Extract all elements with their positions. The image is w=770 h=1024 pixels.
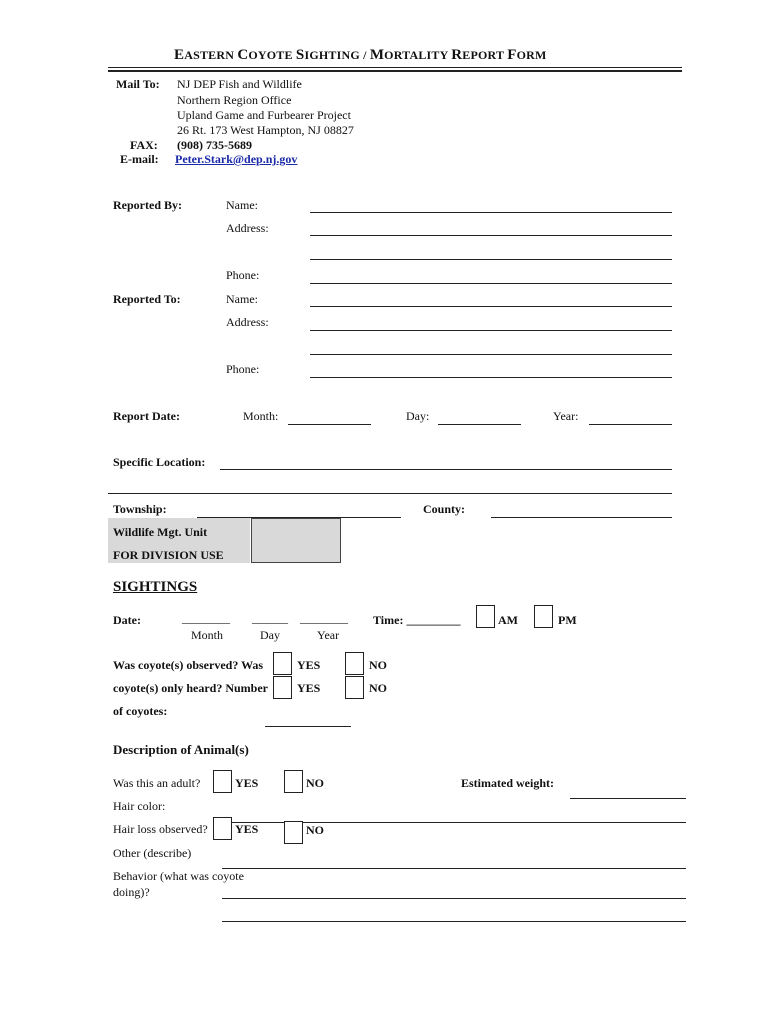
division-use-label: FOR DIVISION USE bbox=[113, 548, 224, 562]
reported-by-label: Reported By: bbox=[113, 198, 182, 212]
am-checkbox[interactable] bbox=[476, 605, 495, 628]
hair-loss-yes-label: YES bbox=[235, 822, 259, 836]
mail-address-line2: Northern Region Office bbox=[177, 93, 292, 107]
county-label: County: bbox=[423, 502, 466, 516]
hair-loss-no-label: NO bbox=[306, 823, 324, 837]
report-year-label: Year: bbox=[553, 409, 579, 423]
report-month-field[interactable] bbox=[288, 424, 371, 425]
county-field[interactable] bbox=[491, 517, 672, 518]
title-rule-bottom bbox=[108, 70, 682, 72]
sighting-date-label: Date: bbox=[113, 613, 141, 627]
reported-by-phone-field[interactable] bbox=[310, 283, 672, 284]
sighting-day-caption: Day bbox=[260, 628, 280, 642]
reported-to-phone-field[interactable] bbox=[310, 377, 672, 378]
reported-to-name-label: Name: bbox=[226, 292, 258, 306]
hair-loss-no-checkbox[interactable] bbox=[284, 821, 303, 844]
sightings-heading: SIGHTINGS bbox=[113, 579, 198, 595]
mail-to-label: Mail To: bbox=[116, 77, 160, 91]
estimated-weight-label: Estimated weight: bbox=[461, 776, 554, 790]
report-date-label: Report Date: bbox=[113, 409, 180, 423]
other-describe-field[interactable] bbox=[222, 868, 686, 869]
adult-yes-label: YES bbox=[235, 776, 259, 790]
specific-location-field[interactable] bbox=[220, 469, 672, 470]
heard-no-checkbox[interactable] bbox=[345, 676, 364, 699]
sighting-year-field[interactable]: ________ bbox=[300, 611, 348, 625]
am-label: AM bbox=[498, 613, 518, 627]
hair-color-label: Hair color: bbox=[113, 799, 166, 813]
wildlife-mgt-unit-label: Wildlife Mgt. Unit bbox=[113, 525, 208, 539]
email-link[interactable]: Peter.Stark@dep.nj.gov bbox=[175, 152, 298, 166]
reported-by-address-field-2[interactable] bbox=[310, 259, 672, 260]
other-describe-label: Other (describe) bbox=[113, 846, 192, 860]
report-month-label: Month: bbox=[243, 409, 279, 423]
title-rule-top bbox=[108, 67, 682, 68]
reported-by-address-field-1[interactable] bbox=[310, 235, 672, 236]
reported-to-address-label: Address: bbox=[226, 315, 269, 329]
heard-no-label: NO bbox=[369, 681, 387, 695]
report-year-field[interactable] bbox=[589, 424, 672, 425]
behavior-field-1[interactable] bbox=[222, 898, 686, 899]
behavior-label-line2: doing)? bbox=[113, 885, 150, 899]
number-of-coyotes-label: of coyotes: bbox=[113, 704, 168, 718]
adult-question: Was this an adult? bbox=[113, 776, 201, 790]
specific-location-field-2[interactable] bbox=[108, 493, 672, 494]
pm-label: PM bbox=[558, 613, 577, 627]
mail-address-line1: NJ DEP Fish and Wildlife bbox=[177, 77, 302, 91]
reported-by-address-label: Address: bbox=[226, 221, 269, 235]
behavior-field-2[interactable] bbox=[222, 921, 686, 922]
estimated-weight-field[interactable] bbox=[570, 798, 686, 799]
heard-yes-label: YES bbox=[297, 681, 321, 695]
observed-question: Was coyote(s) observed? Was bbox=[113, 658, 264, 672]
reported-to-address-field-1[interactable] bbox=[310, 330, 672, 331]
observed-yes-checkbox[interactable] bbox=[273, 652, 292, 675]
mail-address-line4: 26 Rt. 173 West Hampton, NJ 08827 bbox=[177, 123, 354, 137]
specific-location-label: Specific Location: bbox=[113, 455, 206, 469]
description-heading: Description of Animal(s) bbox=[113, 742, 249, 757]
observed-no-checkbox[interactable] bbox=[345, 652, 364, 675]
hair-loss-question: Hair loss observed? bbox=[113, 822, 208, 836]
sighting-year-caption: Year bbox=[317, 628, 340, 642]
fax-label: FAX: bbox=[130, 138, 158, 152]
pm-checkbox[interactable] bbox=[534, 605, 553, 628]
fax-number: (908) 735-5689 bbox=[177, 138, 252, 152]
page-title: EASTERN COYOTE SIGHTING / MORTALITY REPORT FORM bbox=[174, 47, 547, 63]
sighting-time-label: Time: _________ bbox=[373, 613, 461, 627]
reported-to-phone-label: Phone: bbox=[226, 362, 260, 376]
behavior-label-line1: Behavior (what was coyote bbox=[113, 869, 244, 883]
heard-question: coyote(s) only heard? Number bbox=[113, 681, 268, 695]
adult-no-label: NO bbox=[306, 776, 324, 790]
observed-no-label: NO bbox=[369, 658, 387, 672]
heard-yes-checkbox[interactable] bbox=[273, 676, 292, 699]
reported-to-name-field[interactable] bbox=[310, 306, 672, 307]
adult-no-checkbox[interactable] bbox=[284, 770, 303, 793]
reported-by-name-field[interactable] bbox=[310, 212, 672, 213]
observed-yes-label: YES bbox=[297, 658, 321, 672]
adult-yes-checkbox[interactable] bbox=[213, 770, 232, 793]
number-of-coyotes-field[interactable] bbox=[265, 726, 351, 727]
sighting-month-field[interactable]: ________ bbox=[182, 611, 230, 625]
report-day-label: Day: bbox=[406, 409, 430, 423]
reported-to-label: Reported To: bbox=[113, 292, 181, 306]
township-label: Township: bbox=[113, 502, 167, 516]
report-day-field[interactable] bbox=[438, 424, 521, 425]
wildlife-mgt-unit-box[interactable] bbox=[251, 518, 341, 563]
sighting-day-field[interactable]: ______ bbox=[252, 611, 288, 625]
email-label: E-mail: bbox=[120, 152, 159, 166]
mail-address-line3: Upland Game and Furbearer Project bbox=[177, 108, 351, 122]
sighting-month-caption: Month bbox=[191, 628, 224, 642]
reported-to-address-field-2[interactable] bbox=[310, 354, 672, 355]
hair-loss-yes-checkbox[interactable] bbox=[213, 817, 232, 840]
reported-by-name-label: Name: bbox=[226, 198, 258, 212]
reported-by-phone-label: Phone: bbox=[226, 268, 260, 282]
